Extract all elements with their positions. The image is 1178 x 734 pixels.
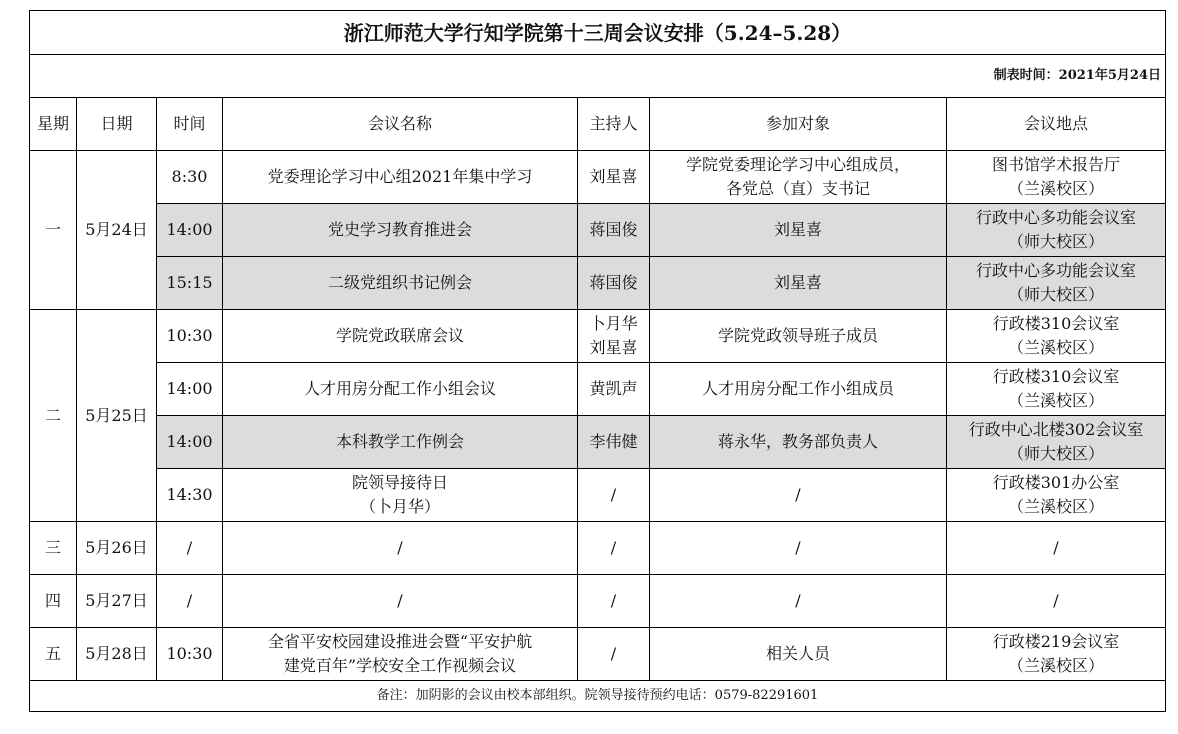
header-weekday: 星期 [30, 98, 77, 151]
made-time: 制表时间：2021年5月24日 [30, 55, 1166, 98]
header-host: 主持人 [578, 98, 650, 151]
meeting-name-cell: / [223, 575, 578, 628]
header-meeting-name: 会议名称 [223, 98, 578, 151]
weekday-cell: 一 [30, 151, 77, 310]
host-cell: 蒋国俊 [578, 257, 650, 310]
header-row [30, 98, 1166, 151]
weekday-cell: 四 [30, 575, 77, 628]
attendees-cell: 刘星喜 [650, 257, 947, 310]
time-cell: / [157, 522, 223, 575]
meeting-name-cell: 学院党政联席会议 [223, 310, 578, 363]
table-row [30, 204, 1166, 257]
header-location: 会议地点 [947, 98, 1166, 151]
host-cell: / [578, 522, 650, 575]
schedule-table [29, 10, 1166, 712]
attendees-cell: 人才用房分配工作小组成员 [650, 363, 947, 416]
location-cell: 行政中心北楼302会议室 （师大校区） [947, 416, 1166, 469]
date-cell: 5月28日 [77, 628, 157, 681]
host-cell: 李伟健 [578, 416, 650, 469]
date-cell: 5月25日 [77, 310, 157, 522]
time-cell: 8:30 [157, 151, 223, 204]
attendees-cell: / [650, 575, 947, 628]
time-cell: 10:30 [157, 628, 223, 681]
table-row [30, 575, 1166, 628]
attendees-cell: / [650, 469, 947, 522]
table-row [30, 363, 1166, 416]
meeting-name-cell: 本科教学工作例会 [223, 416, 578, 469]
table-row [30, 469, 1166, 522]
meeting-name-cell: 党委理论学习中心组2021年集中学习 [223, 151, 578, 204]
attendees-cell: 学院党委理论学习中心组成员， 各党总（直）支书记 [650, 151, 947, 204]
host-cell: 卜月华 刘星喜 [578, 310, 650, 363]
attendees-cell: 蒋永华，教务部负责人 [650, 416, 947, 469]
page-title: 浙江师范大学行知学院第十三周会议安排（5.24–5.28） [30, 11, 1166, 55]
host-cell: 刘星喜 [578, 151, 650, 204]
meeting-name-cell: 人才用房分配工作小组会议 [223, 363, 578, 416]
time-cell: 10:30 [157, 310, 223, 363]
header-attendees: 参加对象 [650, 98, 947, 151]
location-cell: 行政楼310会议室 （兰溪校区） [947, 310, 1166, 363]
meeting-name-cell: 院领导接待日 （卜月华） [223, 469, 578, 522]
table-row [30, 416, 1166, 469]
location-cell: 行政楼219会议室 （兰溪校区） [947, 628, 1166, 681]
header-time: 时间 [157, 98, 223, 151]
location-cell: 行政中心多功能会议室 （师大校区） [947, 257, 1166, 310]
location-cell: 行政中心多功能会议室 （师大校区） [947, 204, 1166, 257]
table-row [30, 522, 1166, 575]
date-cell: 5月26日 [77, 522, 157, 575]
footnote: 备注：加阴影的会议由校本部组织。院领导接待预约电话：0579-82291601 [30, 681, 1166, 712]
time-cell: 14:00 [157, 204, 223, 257]
meeting-name-cell: 党史学习教育推进会 [223, 204, 578, 257]
time-cell: 14:00 [157, 363, 223, 416]
table-row [30, 257, 1166, 310]
time-cell: 14:30 [157, 469, 223, 522]
time-cell: 15:15 [157, 257, 223, 310]
host-cell: / [578, 469, 650, 522]
meeting-name-cell: 二级党组织书记例会 [223, 257, 578, 310]
location-cell: / [947, 575, 1166, 628]
schedule-sheet [29, 10, 1165, 712]
attendees-cell: 学院党政领导班子成员 [650, 310, 947, 363]
time-cell: 14:00 [157, 416, 223, 469]
time-cell: / [157, 575, 223, 628]
header-date: 日期 [77, 98, 157, 151]
weekday-cell: 五 [30, 628, 77, 681]
table-row [30, 151, 1166, 204]
meeting-name-cell: / [223, 522, 578, 575]
meeting-name-cell: 全省平安校园建设推进会暨“平安护航 建党百年”学校安全工作视频会议 [223, 628, 578, 681]
date-cell: 5月27日 [77, 575, 157, 628]
attendees-cell: 相关人员 [650, 628, 947, 681]
host-cell: / [578, 575, 650, 628]
location-cell: 行政楼310会议室 （兰溪校区） [947, 363, 1166, 416]
weekday-cell: 三 [30, 522, 77, 575]
attendees-cell: 刘星喜 [650, 204, 947, 257]
host-cell: 蒋国俊 [578, 204, 650, 257]
date-cell: 5月24日 [77, 151, 157, 310]
host-cell: 黄凯声 [578, 363, 650, 416]
location-cell: 行政楼301办公室 （兰溪校区） [947, 469, 1166, 522]
weekday-cell: 二 [30, 310, 77, 522]
host-cell: / [578, 628, 650, 681]
attendees-cell: / [650, 522, 947, 575]
table-row [30, 628, 1166, 681]
location-cell: 图书馆学术报告厅 （兰溪校区） [947, 151, 1166, 204]
location-cell: / [947, 522, 1166, 575]
table-row [30, 310, 1166, 363]
